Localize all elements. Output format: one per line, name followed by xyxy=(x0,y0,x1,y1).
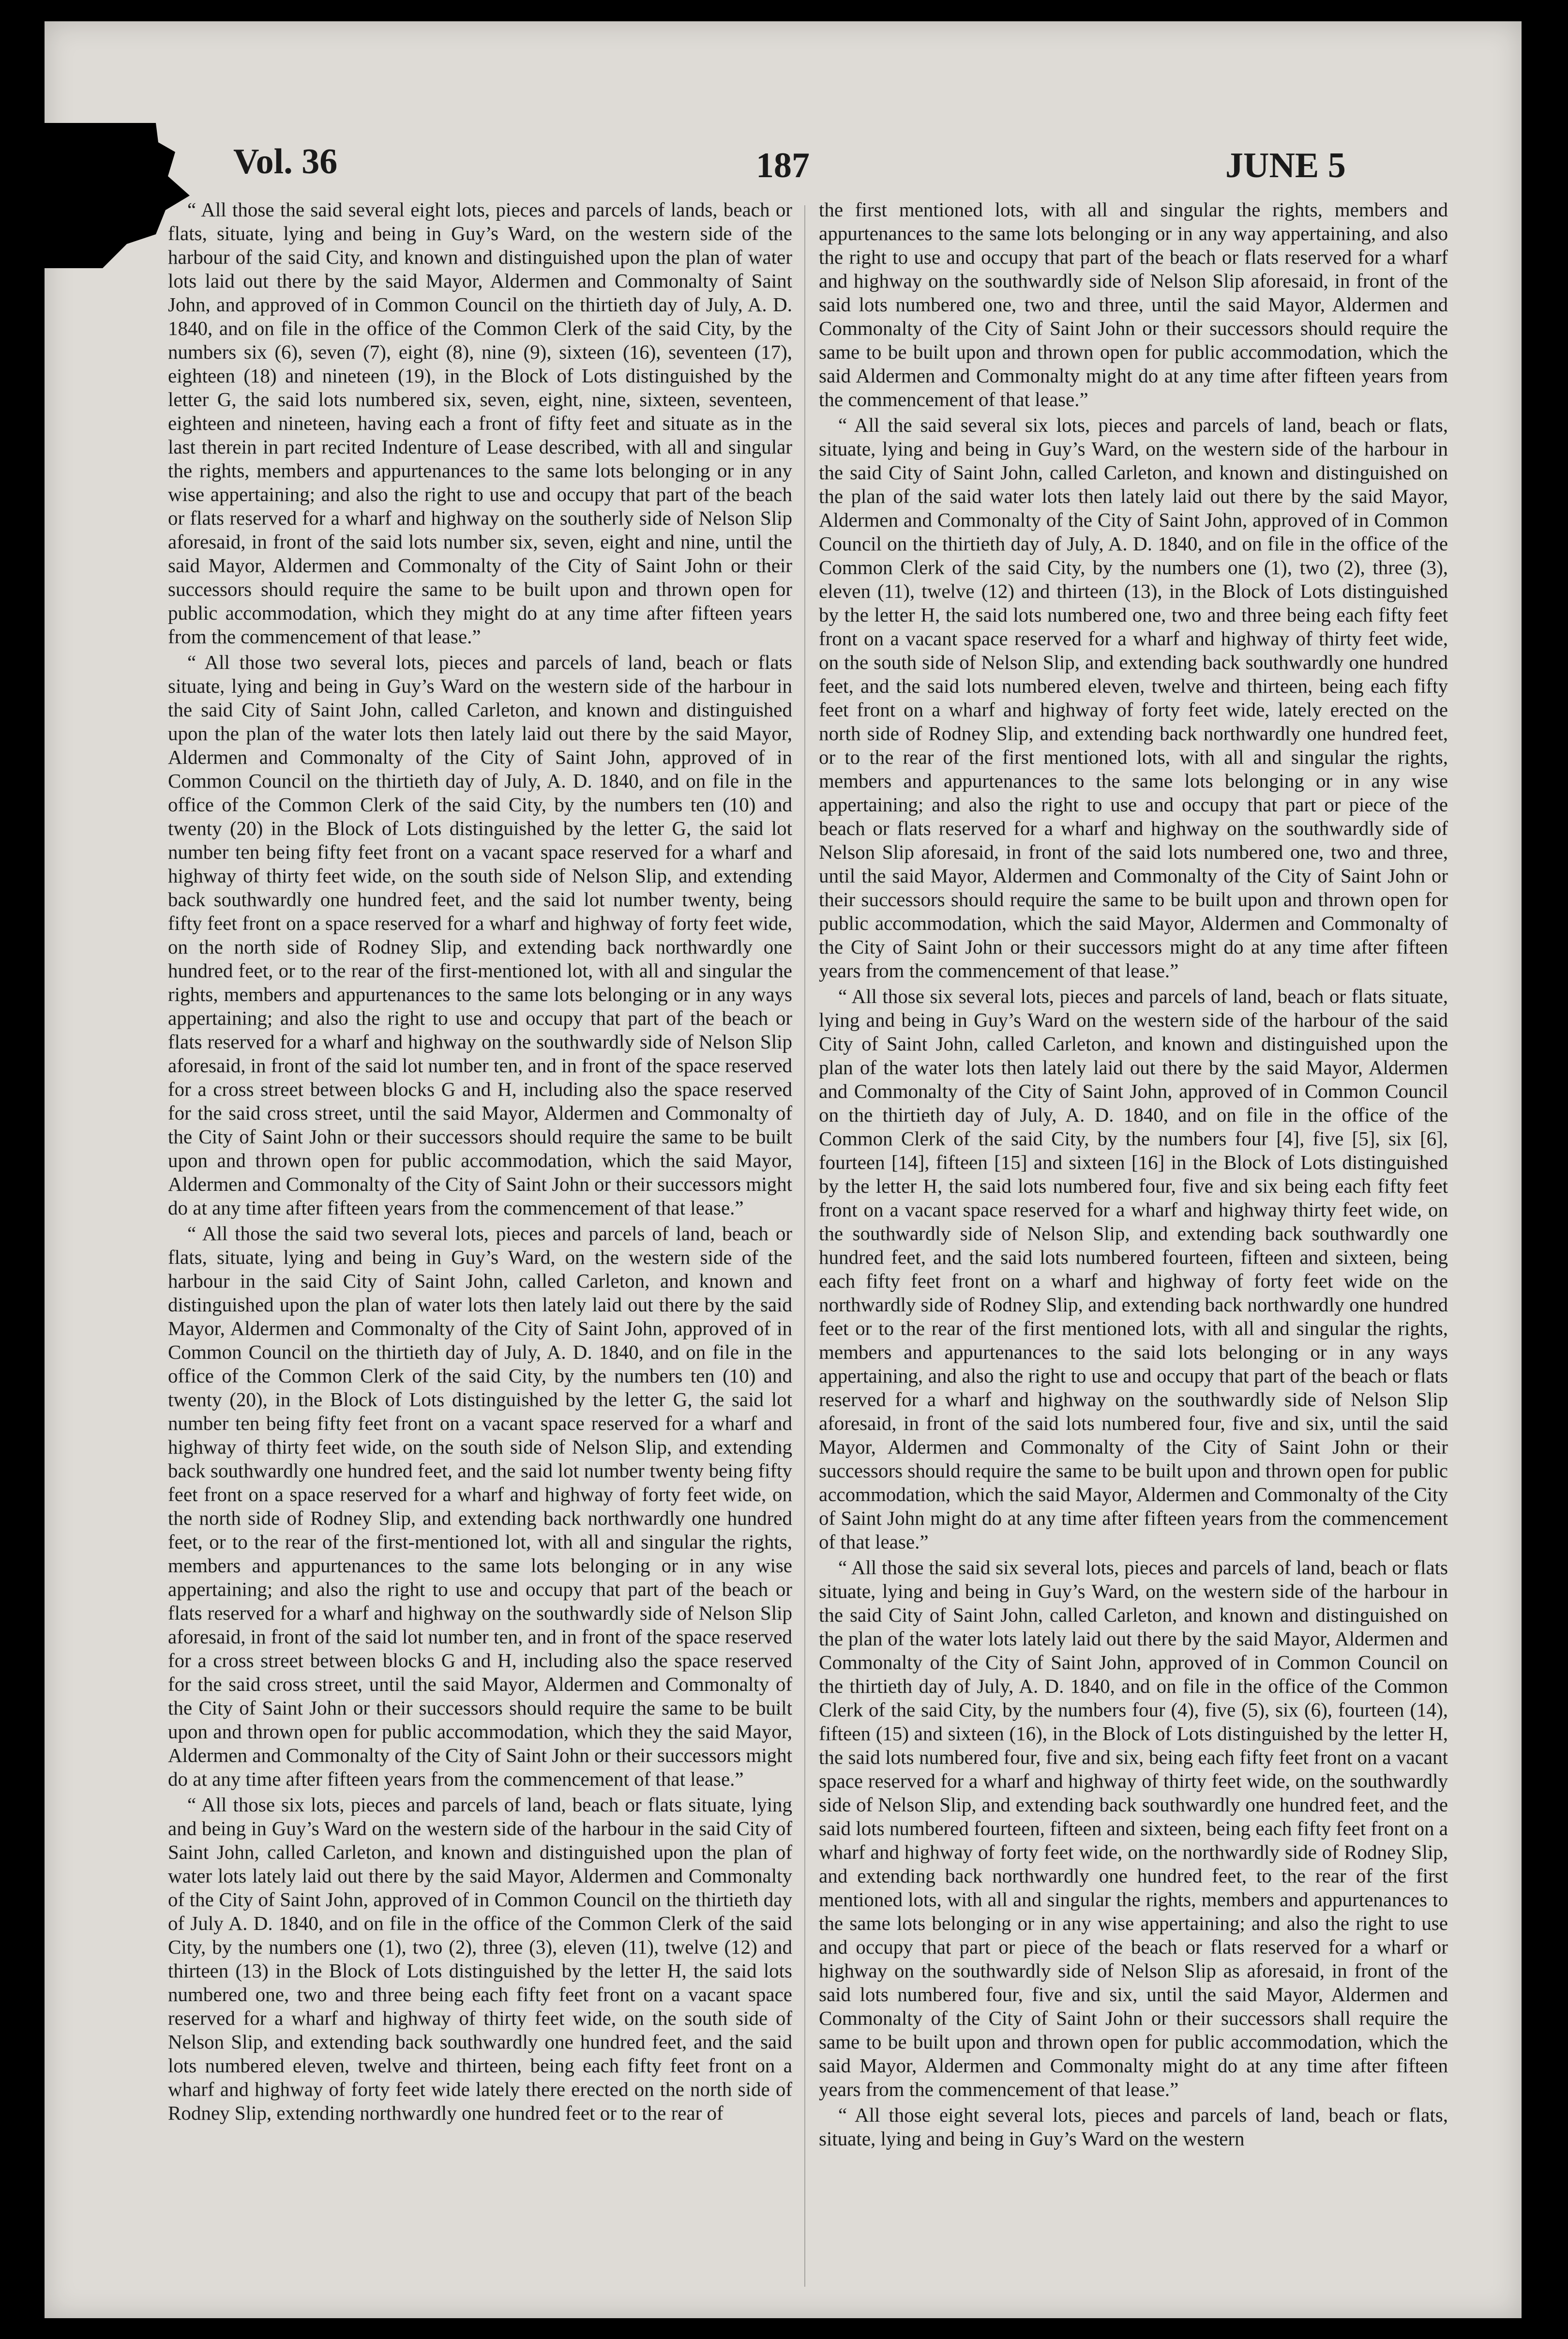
paragraph: “ All those eight several lots, pieces and parcels of land, beach or flats, situate, lying and being in Guy’s Ward on the western xyxy=(819,2104,1448,2150)
right-column xyxy=(819,198,1448,2294)
paragraph: “ All those six several lots, pieces and parcels of land, beach or flats situate, lying and being in Guy’s Ward on the western side of the harbour of the said City of Saint John, called Carleton, and known and distinguished upon the plan of the water lots then lately laid out there by the said Mayor, Aldermen and Commonalty of the City of Saint John, approved of in Common Council on the thirtieth day of July, A. D. 1840, and on file in the office of the Common Clerk of the said City, by the numbers four [4], five [5], six [6], fourteen [14], fifteen [15] and sixteen [16] in the Block of Lots distinguished by the letter H, the said lots numbered four, five and six being each fifty feet front on a vacant space reserved for a wharf and highway thirty feet wide, on the southwardly side of Nelson Slip, and extending back southwardly one hundred feet, and the said lots numbered fourteen, fifteen and sixteen, being each fifty feet front on a wharf and highway of forty feet wide on the northwardly side of Rodney Slip, and extending back northwardly one hundred feet or to the rear of the first mentioned lots, with all and singular the rights, members and appurtenances to the said lots belonging or in any ways appertaining, and also the right to use and occupy that part of the beach or flats reserved for a wharf and highway on the southwardly side of Nelson Slip aforesaid, in front of the said lots numbered four, five and six, until the said Mayor, Aldermen and Commonalty of the City of Saint John or their successors should require the same to be built upon and thrown open for public accommodation, which the said Mayor, Aldermen and Commonalty of the City of Saint John might do at any time after fifteen years from the commencement of that lease.” xyxy=(819,985,1448,1553)
paragraph: “ All those two several lots, pieces and parcels of land, beach or flats situate, lying and being in Guy’s Ward on the western side of the harbour in the said City of Saint John, called Carleton, and known and distinguished upon the plan of the water lots then lately laid out there by the said Mayor, Aldermen and Commonalty of the City of Saint John, approved of in Common Council on the thirtieth day of July, A. D. 1840, and on file in the office of the Common Clerk of the said City, by the numbers ten (10) and twenty (20) in the Block of Lots distinguished by the letter G, the said lot number ten being fifty feet front on a vacant space reserved for a wharf and highway of thirty feet wide, on the south side of Nelson Slip, and extending back southwardly one hundred feet, and the said lot number twenty, being fifty feet front on a space reserved for a wharf and highway of forty feet wide, on the north side of Rodney Slip, and extending back northwardly one hundred feet, or to the rear of the first-mentioned lot, with all and singular the rights, members and appurtenances to the same lots belonging or in any ways appertaining; and also the right to use and occupy that part of the beach or flats reserved for a wharf and highway on the southwardly side of Nelson Slip aforesaid, in front of the said lot number ten, and in front of the space reserved for a cross street between blocks G and H, including also the space reserved for the said cross street, until the said Mayor, Aldermen and Commonalty of the City of Saint John or their successors should require the same to be built upon and thrown open for public accommodation, which the said Mayor, Aldermen and Commonalty of the City of Saint John or their successors might do at any time after fifteen years from the commencement of that lease.” xyxy=(168,651,792,1219)
left-column xyxy=(168,198,792,2294)
paragraph: “ All those six lots, pieces and parcels of land, beach or flats situate, lying and being in Guy’s Ward on the western side of the harbour in the said City of Saint John, called Carleton, and known and distinguished upon the plan of water lots lately laid out there by the said Mayor, Aldermen and Commonalty of the City of Saint John, approved of in Common Council on the thirtieth day of July A. D. 1840, and on file in the office of the Common Clerk of the said City, by the numbers one (1), two (2), three (3), eleven (11), twelve (12) and thirteen (13) in the Block of Lots distinguished by the letter H, the said lots numbered one, two and three being each fifty feet front on a vacant space reserved for a wharf and highway of thirty feet wide, on the south side of Nelson Slip, and extending back southwardly one hundred feet, and the said lots numbered eleven, twelve and thirteen, being each fifty feet front on a wharf and highway of forty feet wide lately there erected on the north side of Rodney Slip, extending northwardly one hundred feet or to the rear of xyxy=(168,1793,792,2124)
volume-label: Vol. 36 xyxy=(233,142,338,182)
page-number: 187 xyxy=(756,146,810,185)
paragraph: “ All those the said several eight lots, pieces and parcels of lands, beach or flats, situate, lying and being in Guy’s Ward, on the western side of the harbour of the said City, and known and distinguished upon the plan of water lots laid out there by the said Mayor, Aldermen and Commonalty of Saint John, and approved of in Common Council on the thirtieth day of July, A. D. 1840, and on file in the office of the Common Clerk of the said City, by the numbers six (6), seven (7), eight (8), nine (9), sixteen (16), seventeen (17), eighteen (18) and nineteen (19), in the Block of Lots distinguished by the letter G, the said lots numbered six, seven, eight, nine, sixteen, seventeen, eighteen and nineteen, having each a front of fifty feet and situate as in the last therein in part recited Indenture of Lease described, with all and singular the rights, members and appurtenances to the same lots belonging or in any wise appertaining; and also the right to use and occupy that part of the beach or flats reserved for a wharf and highway on the southerly side of Nelson Slip aforesaid, in front of the said lots number six, seven, eight and nine, until the said Mayor, Aldermen and Commonalty of the City of Saint John or their successors should require the same to be built upon and thrown open for public accommodation, which they might do at any time after fifteen years from the commencement of that lease.” xyxy=(168,198,792,648)
paragraph: “ All the said several six lots, pieces and parcels of land, beach or flats, situate, lying and being in Guy’s Ward, on the western side of the harbour in the said City of Saint John, called Carleton, and known and distinguished on the plan of the said water lots then lately laid out there by the said Mayor, Aldermen and Commonalty of the City of Saint John, approved of in Common Council on the thirtieth day of July, A. D. 1840, and on file in the office of the Common Clerk of the said City, by the numbers one (1), two (2), three (3), eleven (11), twelve (12) and thirteen (13), in the Block of Lots distinguished by the letter H, the said lots numbered one, two and three being each fifty feet front on a vacant space reserved for a wharf and highway of thirty feet wide, on the south side of Nelson Slip, and extending back southwardly one hundred feet, and the said lots numbered eleven, twelve and thirteen, being each fifty feet front on a wharf and highway of forty feet wide, lately erected on the north side of Rodney Slip, and extending back northwardly one hundred feet, or to the rear of the first mentioned lots, with all and singular the rights, members and appurtenances to the same lots belonging or in any wise appertaining; and also the right to use and occupy that part or piece of the beach or flats reserved for a wharf and highway on the southwardly side of Nelson Slip aforesaid, in front of the said lots numbered one, two and three, until the said Mayor, Aldermen and Commonalty of the City of Saint John or their successors should require the same to be built upon and thrown open for public accommodation, which the said Mayor, Aldermen and Commonalty of the City of Saint John or their successors might do at any time after fifteen years from the commencement of that lease.” xyxy=(819,414,1448,982)
paragraph: the first mentioned lots, with all and singular the rights, members and appurtenances to the same lots belonging or in any way appertaining, and also the right to use and occupy that part of the beach or flats reserved for a wharf and highway on the southwardly side of Nelson Slip aforesaid, in front of the said lots numbered one, two and three, until the said Mayor, Aldermen and Commonalty of the City of Saint John or their successors should require the same to be built upon and thrown open for public accommodation, which the said Aldermen and Commonalty might do at any time after fifteen years from the commencement of that lease.” xyxy=(819,198,1448,410)
issue-date: JUNE 5 xyxy=(1225,146,1346,185)
column-divider xyxy=(804,205,805,2287)
paragraph: “ All those the said two several lots, pieces and parcels of land, beach or flats, situate, lying and being in Guy’s Ward, on the western side of the harbour in the said City of Saint John, called Carleton, and known and distinguished upon the plan of water lots then lately laid out there by the said Mayor, Aldermen and Commonalty of the City of Saint John, approved of in Common Council on the thirtieth day of July, A. D. 1840, and on file in the office of the Common Clerk of the said City, by the numbers ten (10) and twenty (20), in the Block of Lots distinguished by the letter G, the said lot number ten being fifty feet front on a vacant space reserved for a wharf and highway of thirty feet wide, on the south side of Nelson Slip, and extending back southwardly one hundred feet, and the said lot number twenty being fifty feet front on a space reserved for a wharf and highway of forty feet wide, on the north side of Rodney Slip, and extending back northwardly one hundred feet, or to the rear of the first-mentioned lot, with all and singular the rights, members and appurtenances to the same lots belonging or in any wise appertaining; and also the right to use and occupy that part of the beach or flats reserved for a wharf and highway on the southwardly side of Nelson Slip aforesaid, in front of the said lot number ten, and in front of the space reserved for a cross street between blocks G and H, including also the space reserved for the said cross street, until the said Mayor, Aldermen and Commonalty of the City of Saint John or their successors should require the same to be built upon and thrown open for public accommodation, which they the said Mayor, Aldermen and Commonalty of the City of Saint John or their successors might do at any time after fifteen years from the commencement of that lease.” xyxy=(168,1222,792,1790)
paragraph: “ All those the said six several lots, pieces and parcels of land, beach or flats situate, lying and being in Guy’s Ward, on the western side of the harbour in the said City of Saint John, called Carleton, and known and distinguished on the plan of the water lots lately laid out there by the said Mayor, Aldermen and Commonalty of the City of Saint John, approved of in Common Council on the thirtieth day of July, A. D. 1840, and on file in the office of the Common Clerk of the said City, by the numbers four (4), five (5), six (6), fourteen (14), fifteen (15) and sixteen (16), in the Block of Lots distinguished by the letter H, the said lots numbered four, five and six, being each fifty feet front on a vacant space reserved for a wharf and highway of thirty feet wide, on the southwardly side of Nelson Slip, and extending back southwardly one hundred feet, and the said lots numbered fourteen, fifteen and sixteen, being each fifty feet front on a wharf and highway of forty feet wide, on the northwardly side of Rodney Slip, and extending back northwardly one hundred feet, to the rear of the first mentioned lots, with all and singular the rights, members and appurtenances to the same lots belonging or in any wise appertaining; and also the right to use and occupy that part or piece of the beach or flats reserved for a wharf or highway on the southwardly side of Nelson Slip as aforesaid, in front of the said lots numbered four, five and six, until the said Mayor, Aldermen and Commonalty of the City of Saint John or their successors shall require the same to be built upon and thrown open for public accommodation, which the said Mayor, Aldermen and Commonalty might do at any time after fifteen years from the commencement of that lease.” xyxy=(819,1556,1448,2100)
page-header xyxy=(45,123,1522,186)
newspaper-page xyxy=(45,21,1522,2318)
